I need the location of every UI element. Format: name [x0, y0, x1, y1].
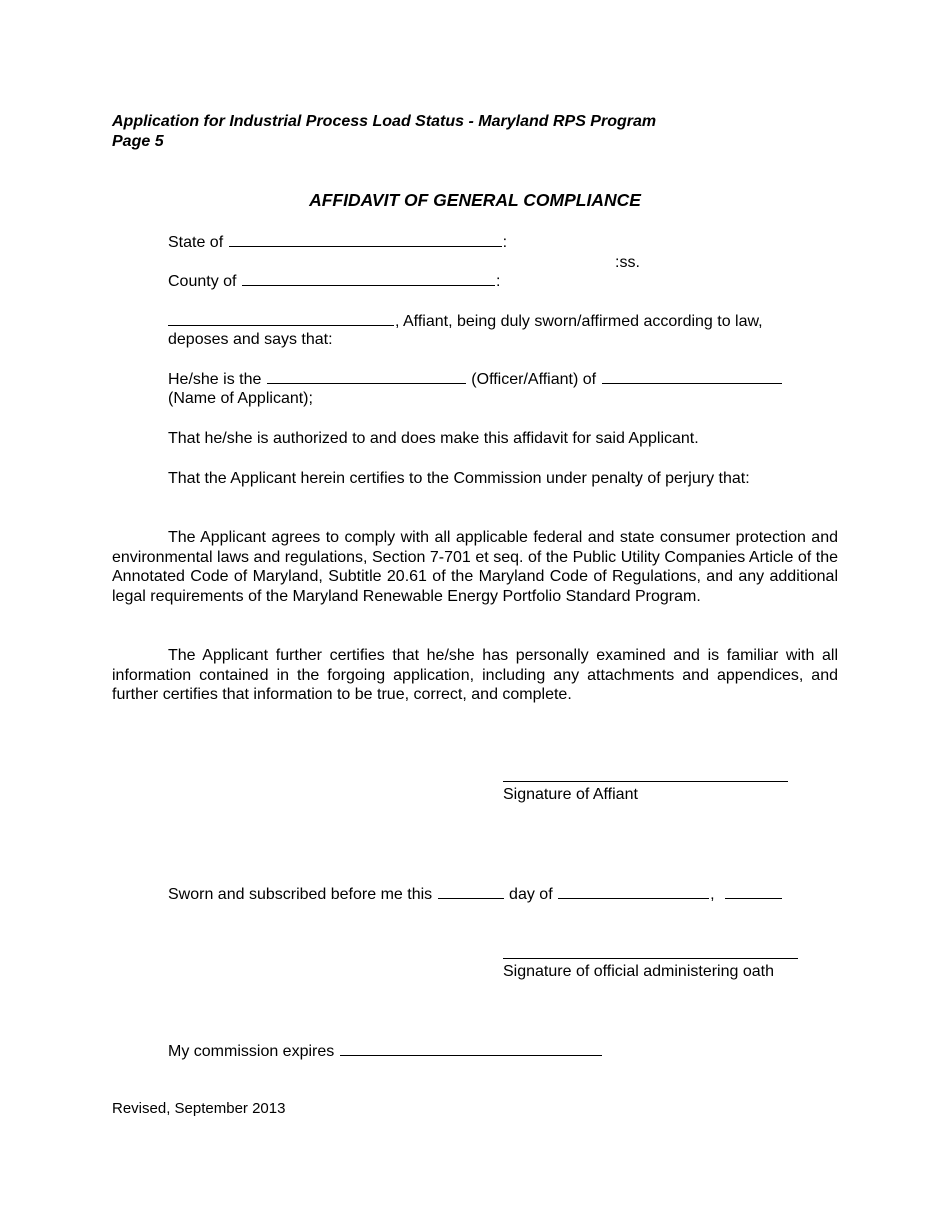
state-colon: : — [502, 234, 508, 251]
document-header-title: Application for Industrial Process Load Status - Maryland RPS Program — [112, 113, 657, 130]
certification-paragraph — [112, 646, 838, 705]
affiant-signature-line[interactable] — [503, 781, 788, 782]
ss-mark: :ss. — [615, 254, 640, 271]
affiant-line — [168, 311, 763, 331]
commission-line — [168, 1041, 603, 1061]
officer-prefix: He/she is the — [168, 371, 262, 388]
sworn-day-of: day of — [509, 886, 553, 903]
official-signature-line[interactable] — [503, 958, 798, 959]
state-label: State of — [168, 234, 224, 251]
commission-expiry-field[interactable] — [340, 1041, 602, 1056]
sworn-comma: , — [710, 886, 715, 903]
affiant-name-field[interactable] — [168, 311, 394, 326]
state-line — [168, 232, 507, 252]
sworn-prefix: Sworn and subscribed before me this — [168, 886, 433, 903]
affidavit-title: AFFIDAVIT OF GENERAL COMPLIANCE — [309, 190, 641, 210]
officer-title-field[interactable] — [267, 369, 466, 384]
county-field[interactable] — [242, 271, 495, 286]
county-line — [168, 271, 500, 291]
affiant-text: , Affiant, being duly sworn/affirmed according to law, — [395, 313, 763, 330]
affiant-signature-label: Signature of Affiant — [503, 786, 638, 803]
officer-middle: (Officer/Affiant) of — [471, 371, 597, 388]
county-label: County of — [168, 273, 237, 290]
certification-paragraph-text: The Applicant further certifies that he/she has personally examined and is familiar with all information contained in the forgoing application, including any attachments and appendices, and further certifies that information to be true, correct, and complete. — [112, 647, 838, 704]
certifies-statement: That the Applicant herein certifies to the Commission under penalty of perjury that: — [168, 470, 750, 487]
state-field[interactable] — [229, 232, 502, 247]
applicant-name-field[interactable] — [602, 369, 782, 384]
revised-footer: Revised, September 2013 — [112, 1100, 286, 1117]
sworn-day-field[interactable] — [438, 884, 504, 899]
sworn-line — [168, 884, 783, 904]
sworn-month-field[interactable] — [558, 884, 709, 899]
officer-line — [168, 369, 783, 389]
affiant-continuation: deposes and says that: — [168, 331, 333, 348]
officer-continuation: (Name of Applicant); — [168, 390, 313, 407]
compliance-paragraph — [112, 528, 838, 606]
page-number: Page 5 — [112, 133, 164, 150]
county-colon: : — [495, 273, 501, 290]
commission-label: My commission expires — [168, 1043, 335, 1060]
sworn-year-field[interactable] — [725, 884, 782, 899]
authorized-statement: That he/she is authorized to and does make this affidavit for said Applicant. — [168, 430, 699, 447]
compliance-paragraph-text: The Applicant agrees to comply with all applicable federal and state consumer protection and environmental laws and regulations, Section 7-701 et seq. of the Public Utility Companies Article of the Annotated Code of Maryland, Subtitle 20.61 of the Maryland Code of Regulations, and any additional legal requirements of the Maryland Renewable Energy Portfolio Standard Program. — [112, 529, 838, 605]
official-signature-label: Signature of official administering oath — [503, 963, 774, 980]
